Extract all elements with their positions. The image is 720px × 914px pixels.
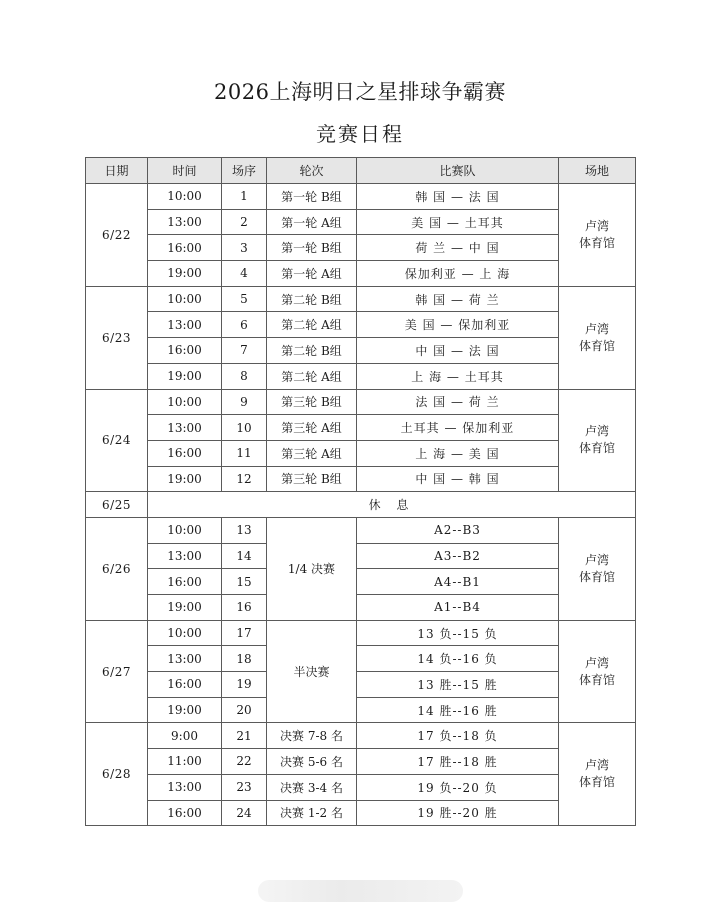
round-cell: 第三轮 A组	[267, 440, 357, 466]
match-no-cell: 18	[222, 646, 267, 672]
time-cell: 13:00	[148, 312, 222, 338]
teams-cell: 美 国 — 保加利亚	[357, 312, 559, 338]
teams-cell: 保加利亚 — 上 海	[357, 261, 559, 287]
time-cell: 19:00	[148, 697, 222, 723]
venue-line: 体育馆	[578, 672, 615, 687]
round-cell: 第三轮 B组	[267, 389, 357, 415]
table-row	[86, 389, 636, 415]
round-cell: 第二轮 A组	[267, 363, 357, 389]
time-cell: 13:00	[148, 774, 222, 800]
match-no-cell: 10	[222, 415, 267, 441]
time-cell: 13:00	[148, 209, 222, 235]
date-cell: 6/28	[86, 723, 148, 826]
match-no-cell: 1	[222, 184, 267, 210]
time-cell: 10:00	[148, 286, 222, 312]
table-row	[86, 672, 636, 698]
date-cell: 6/24	[86, 389, 148, 492]
date-cell: 6/26	[86, 517, 148, 620]
round-cell: 第二轮 A组	[267, 312, 357, 338]
table-row	[86, 312, 636, 338]
time-cell: 13:00	[148, 543, 222, 569]
page-subtitle: 竞赛日程	[316, 122, 404, 146]
table-row	[86, 440, 636, 466]
schedule-table	[85, 157, 636, 826]
table-row	[86, 723, 636, 749]
header-teams: 比赛队	[357, 158, 559, 184]
table-row	[86, 749, 636, 775]
venue-line: 卢湾	[584, 655, 609, 670]
teams-cell: 中 国 — 韩 国	[357, 466, 559, 492]
match-no-cell: 14	[222, 543, 267, 569]
table-row	[86, 363, 636, 389]
round-cell: 1/4 决赛	[267, 517, 357, 620]
table-row	[86, 774, 636, 800]
round-cell: 第一轮 A组	[267, 261, 357, 287]
venue-cell	[559, 286, 636, 389]
time-cell: 16:00	[148, 800, 222, 826]
time-cell: 16:00	[148, 338, 222, 364]
page-title: 2026上海明日之星排球争霸赛	[214, 80, 506, 104]
match-no-cell: 11	[222, 440, 267, 466]
venue-line: 体育馆	[578, 441, 615, 456]
time-cell: 10:00	[148, 620, 222, 646]
time-cell: 19:00	[148, 595, 222, 621]
rest-label: 休 息	[148, 492, 636, 518]
round-cell: 第三轮 B组	[267, 466, 357, 492]
header-date: 日期	[86, 158, 148, 184]
round-cell: 第三轮 A组	[267, 415, 357, 441]
match-no-cell: 5	[222, 286, 267, 312]
teams-cell: 14 胜--16 胜	[357, 697, 559, 723]
venue-cell	[559, 389, 636, 492]
match-no-cell: 6	[222, 312, 267, 338]
table-row	[86, 286, 636, 312]
header-venue: 场地	[559, 158, 636, 184]
time-cell: 16:00	[148, 235, 222, 261]
time-cell: 10:00	[148, 517, 222, 543]
match-no-cell: 20	[222, 697, 267, 723]
table-row	[86, 517, 636, 543]
teams-cell: 13 负--15 负	[357, 620, 559, 646]
header-time: 时间	[148, 158, 222, 184]
teams-cell: A4--B1	[357, 569, 559, 595]
table-row	[86, 235, 636, 261]
venue-line: 体育馆	[578, 338, 615, 353]
match-no-cell: 15	[222, 569, 267, 595]
table-row	[86, 620, 636, 646]
table-row	[86, 595, 636, 621]
match-no-cell: 12	[222, 466, 267, 492]
round-cell: 决赛 5-6 名	[267, 749, 357, 775]
time-cell: 16:00	[148, 569, 222, 595]
round-cell: 决赛 1-2 名	[267, 800, 357, 826]
round-cell: 决赛 7-8 名	[267, 723, 357, 749]
teams-cell: 17 胜--18 胜	[357, 749, 559, 775]
header-round: 轮次	[267, 158, 357, 184]
teams-cell: 17 负--18 负	[357, 723, 559, 749]
venue-cell	[559, 184, 636, 287]
table-row	[86, 646, 636, 672]
table-row	[86, 415, 636, 441]
venue-line: 体育馆	[578, 775, 615, 790]
match-no-cell: 3	[222, 235, 267, 261]
table-row	[86, 184, 636, 210]
match-no-cell: 4	[222, 261, 267, 287]
table-row	[86, 466, 636, 492]
table-row	[86, 209, 636, 235]
match-no-cell: 16	[222, 595, 267, 621]
round-cell: 第二轮 B组	[267, 338, 357, 364]
venue-cell	[559, 517, 636, 620]
match-no-cell: 23	[222, 774, 267, 800]
match-no-cell: 17	[222, 620, 267, 646]
match-no-cell: 19	[222, 672, 267, 698]
teams-cell: 美 国 — 土耳其	[357, 209, 559, 235]
match-no-cell: 8	[222, 363, 267, 389]
date-cell: 6/27	[86, 620, 148, 723]
time-cell: 16:00	[148, 440, 222, 466]
teams-cell: 19 胜--20 胜	[357, 800, 559, 826]
round-cell: 第二轮 B组	[267, 286, 357, 312]
teams-cell: 19 负--20 负	[357, 774, 559, 800]
match-no-cell: 24	[222, 800, 267, 826]
table-row	[86, 800, 636, 826]
teams-cell: 荷 兰 — 中 国	[357, 235, 559, 261]
table-row	[86, 338, 636, 364]
venue-line: 卢湾	[584, 321, 609, 336]
venue-cell	[559, 723, 636, 826]
time-cell: 19:00	[148, 363, 222, 389]
round-cell: 决赛 3-4 名	[267, 774, 357, 800]
time-cell: 13:00	[148, 415, 222, 441]
teams-cell: A1--B4	[357, 595, 559, 621]
teams-cell: 上 海 — 土耳其	[357, 363, 559, 389]
teams-cell: 土耳其 — 保加利亚	[357, 415, 559, 441]
teams-cell: 韩 国 — 法 国	[357, 184, 559, 210]
time-cell: 11:00	[148, 749, 222, 775]
rest-date: 6/25	[86, 492, 148, 518]
round-cell: 第一轮 B组	[267, 235, 357, 261]
watermark	[258, 880, 463, 902]
round-cell: 第一轮 B组	[267, 184, 357, 210]
table-row	[86, 697, 636, 723]
teams-cell: 13 胜--15 胜	[357, 672, 559, 698]
match-no-cell: 7	[222, 338, 267, 364]
time-cell: 9:00	[148, 723, 222, 749]
venue-line: 卢湾	[584, 552, 609, 567]
rest-day-row	[86, 492, 636, 518]
venue-cell	[559, 620, 636, 723]
header-row	[86, 158, 636, 184]
time-cell: 10:00	[148, 389, 222, 415]
time-cell: 19:00	[148, 466, 222, 492]
match-no-cell: 13	[222, 517, 267, 543]
venue-line: 卢湾	[584, 758, 609, 773]
teams-cell: 上 海 — 美 国	[357, 440, 559, 466]
table-row	[86, 569, 636, 595]
teams-cell: 中 国 — 法 国	[357, 338, 559, 364]
table-row	[86, 543, 636, 569]
round-cell: 第一轮 A组	[267, 209, 357, 235]
table-row	[86, 261, 636, 287]
venue-line: 卢湾	[584, 218, 609, 233]
teams-cell: 14 负--16 负	[357, 646, 559, 672]
venue-line: 卢湾	[584, 424, 609, 439]
date-cell: 6/23	[86, 286, 148, 389]
time-cell: 16:00	[148, 672, 222, 698]
match-no-cell: 9	[222, 389, 267, 415]
teams-cell: A2--B3	[357, 517, 559, 543]
teams-cell: 韩 国 — 荷 兰	[357, 286, 559, 312]
date-cell: 6/22	[86, 184, 148, 287]
teams-cell: A3--B2	[357, 543, 559, 569]
header-match-no: 场序	[222, 158, 267, 184]
match-no-cell: 2	[222, 209, 267, 235]
time-cell: 19:00	[148, 261, 222, 287]
venue-line: 体育馆	[578, 569, 615, 584]
match-no-cell: 21	[222, 723, 267, 749]
match-no-cell: 22	[222, 749, 267, 775]
round-cell: 半决赛	[267, 620, 357, 723]
time-cell: 10:00	[148, 184, 222, 210]
venue-line: 体育馆	[578, 235, 615, 250]
teams-cell: 法 国 — 荷 兰	[357, 389, 559, 415]
time-cell: 13:00	[148, 646, 222, 672]
